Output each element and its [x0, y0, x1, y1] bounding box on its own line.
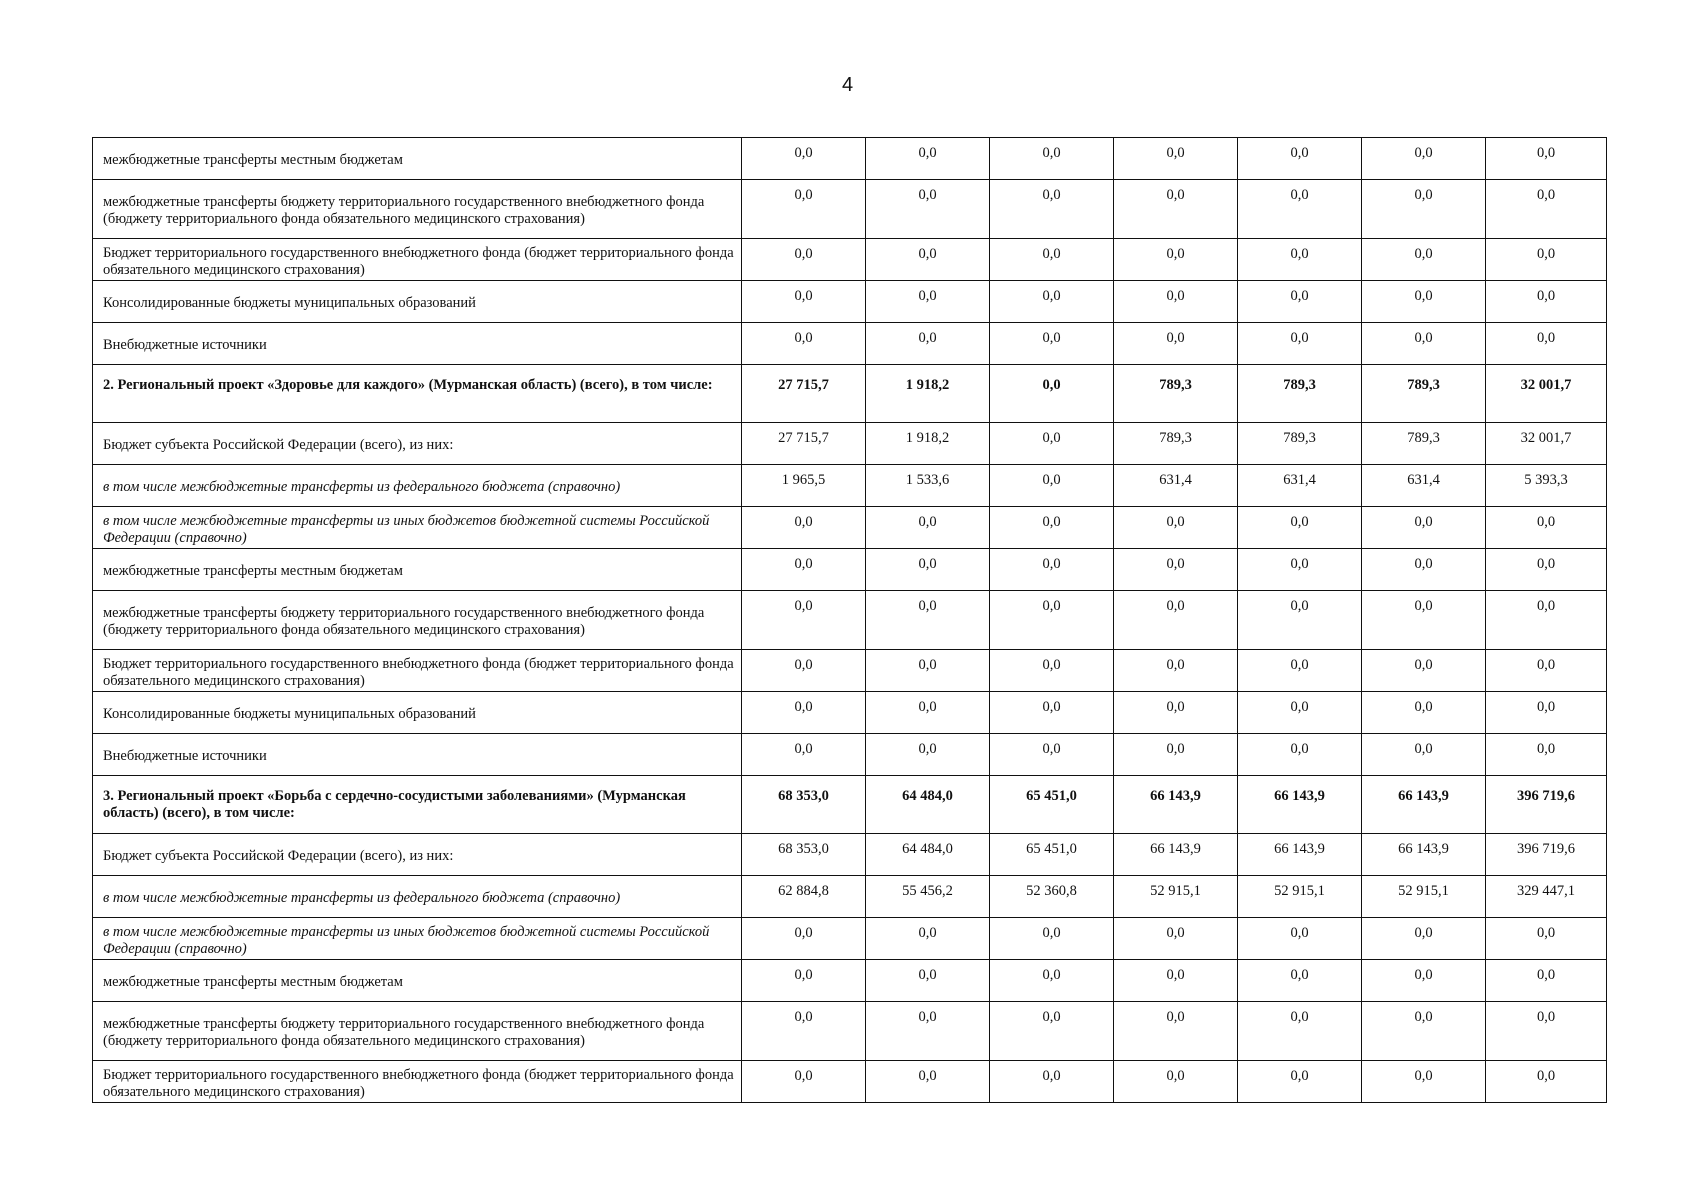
value-cell: 0,0: [1486, 281, 1607, 323]
value-cell: 0,0: [1114, 180, 1238, 239]
value-cell: 0,0: [866, 549, 990, 591]
value-cell: 0,0: [1114, 1002, 1238, 1061]
value-cell: 0,0: [1114, 692, 1238, 734]
value-cell: 789,3: [1362, 365, 1486, 423]
value-cell: 329 447,1: [1486, 876, 1607, 918]
value-cell: 32 001,7: [1486, 365, 1607, 423]
value-cell: 0,0: [866, 1002, 990, 1061]
table-row: [93, 365, 1607, 423]
value-cell: 0,0: [742, 650, 866, 692]
value-cell: 0,0: [1114, 239, 1238, 281]
value-cell: 0,0: [990, 918, 1114, 960]
value-cell: 0,0: [1486, 138, 1607, 180]
value-cell: 0,0: [1486, 323, 1607, 365]
value-cell: 0,0: [742, 1061, 866, 1103]
table-row: [93, 465, 1607, 507]
value-cell: 0,0: [990, 1002, 1114, 1061]
table-row: [93, 591, 1607, 650]
value-cell: 0,0: [1114, 549, 1238, 591]
value-cell: 68 353,0: [742, 834, 866, 876]
value-cell: 0,0: [1238, 734, 1362, 776]
value-cell: 68 353,0: [742, 776, 866, 834]
value-cell: 32 001,7: [1486, 423, 1607, 465]
value-cell: 0,0: [742, 591, 866, 650]
value-cell: 0,0: [1362, 549, 1486, 591]
table-row: [93, 876, 1607, 918]
value-cell: 0,0: [1114, 734, 1238, 776]
value-cell: 0,0: [990, 591, 1114, 650]
row-label: Бюджет территориального государственного внебюджетного фонда (бюджет территориального фонда обязательного медицинского страхования): [93, 650, 742, 692]
value-cell: 0,0: [742, 692, 866, 734]
value-cell: 0,0: [1114, 507, 1238, 549]
value-cell: 0,0: [1486, 692, 1607, 734]
value-cell: 64 484,0: [866, 776, 990, 834]
row-label: межбюджетные трансферты бюджету территориального государственного внебюджетного фонда (бюджету территориального фонда обязательного медицинского страхования): [93, 591, 742, 650]
value-cell: 52 360,8: [990, 876, 1114, 918]
value-cell: 0,0: [742, 549, 866, 591]
value-cell: 0,0: [1486, 1061, 1607, 1103]
row-label: межбюджетные трансферты бюджету территориального государственного внебюджетного фонда (бюджету территориального фонда обязательного медицинского страхования): [93, 1002, 742, 1061]
row-label: Бюджет субъекта Российской Федерации (всего), из них:: [93, 834, 742, 876]
value-cell: 0,0: [742, 918, 866, 960]
row-label: Консолидированные бюджеты муниципальных образований: [93, 692, 742, 734]
value-cell: 0,0: [1362, 692, 1486, 734]
value-cell: 0,0: [866, 692, 990, 734]
value-cell: 1 533,6: [866, 465, 990, 507]
table-row: [93, 281, 1607, 323]
value-cell: 0,0: [866, 650, 990, 692]
table-row: [93, 180, 1607, 239]
value-cell: 0,0: [1362, 591, 1486, 650]
value-cell: 0,0: [1238, 507, 1362, 549]
value-cell: 0,0: [990, 650, 1114, 692]
value-cell: 0,0: [1362, 960, 1486, 1002]
value-cell: 65 451,0: [990, 834, 1114, 876]
table-row: [93, 1002, 1607, 1061]
value-cell: 0,0: [866, 918, 990, 960]
value-cell: 789,3: [1362, 423, 1486, 465]
value-cell: 0,0: [866, 239, 990, 281]
value-cell: 52 915,1: [1238, 876, 1362, 918]
value-cell: 0,0: [1362, 507, 1486, 549]
value-cell: 0,0: [1114, 650, 1238, 692]
value-cell: 0,0: [990, 692, 1114, 734]
value-cell: 396 719,6: [1486, 834, 1607, 876]
value-cell: 0,0: [1362, 239, 1486, 281]
value-cell: 0,0: [866, 180, 990, 239]
value-cell: 0,0: [1238, 138, 1362, 180]
value-cell: 0,0: [1362, 1002, 1486, 1061]
value-cell: 0,0: [1238, 591, 1362, 650]
value-cell: 0,0: [1486, 180, 1607, 239]
row-label: 3. Региональный проект «Борьба с сердечно-сосудистыми заболеваниями» (Мурманская область) (всего), в том числе:: [93, 776, 742, 834]
table-row: [93, 960, 1607, 1002]
value-cell: 0,0: [1114, 918, 1238, 960]
value-cell: 0,0: [742, 138, 866, 180]
table-row: [93, 1061, 1607, 1103]
value-cell: 0,0: [1238, 239, 1362, 281]
value-cell: 1 918,2: [866, 365, 990, 423]
row-label: в том числе межбюджетные трансферты из иных бюджетов бюджетной системы Российской Федерации (справочно): [93, 918, 742, 960]
value-cell: 0,0: [742, 507, 866, 549]
page-number: 4: [841, 74, 854, 96]
value-cell: 631,4: [1238, 465, 1362, 507]
row-label: Внебюджетные источники: [93, 734, 742, 776]
value-cell: 0,0: [990, 1061, 1114, 1103]
value-cell: 0,0: [866, 138, 990, 180]
row-label: межбюджетные трансферты местным бюджетам: [93, 138, 742, 180]
value-cell: 0,0: [1114, 1061, 1238, 1103]
row-label: в том числе межбюджетные трансферты из федерального бюджета (справочно): [93, 465, 742, 507]
row-label: в том числе межбюджетные трансферты из федерального бюджета (справочно): [93, 876, 742, 918]
table-row: [93, 323, 1607, 365]
value-cell: 52 915,1: [1362, 876, 1486, 918]
value-cell: 66 143,9: [1238, 834, 1362, 876]
row-label: Бюджет территориального государственного внебюджетного фонда (бюджет территориального фонда обязательного медицинского страхования): [93, 239, 742, 281]
value-cell: 0,0: [1362, 734, 1486, 776]
value-cell: 789,3: [1238, 365, 1362, 423]
value-cell: 52 915,1: [1114, 876, 1238, 918]
value-cell: 0,0: [742, 281, 866, 323]
value-cell: 5 393,3: [1486, 465, 1607, 507]
budget-table: [92, 137, 1607, 1103]
value-cell: 0,0: [866, 1061, 990, 1103]
value-cell: 0,0: [990, 423, 1114, 465]
value-cell: 0,0: [1238, 549, 1362, 591]
value-cell: 0,0: [1362, 138, 1486, 180]
value-cell: 789,3: [1238, 423, 1362, 465]
value-cell: 0,0: [742, 1002, 866, 1061]
row-label: межбюджетные трансферты бюджету территориального государственного внебюджетного фонда (бюджету территориального фонда обязательного медицинского страхования): [93, 180, 742, 239]
value-cell: 0,0: [1486, 650, 1607, 692]
value-cell: 0,0: [742, 239, 866, 281]
value-cell: 66 143,9: [1362, 834, 1486, 876]
value-cell: 0,0: [866, 323, 990, 365]
value-cell: 0,0: [1238, 692, 1362, 734]
row-label: в том числе межбюджетные трансферты из иных бюджетов бюджетной системы Российской Федерации (справочно): [93, 507, 742, 549]
value-cell: 0,0: [990, 323, 1114, 365]
value-cell: 0,0: [990, 465, 1114, 507]
value-cell: 0,0: [866, 591, 990, 650]
value-cell: 27 715,7: [742, 365, 866, 423]
value-cell: 66 143,9: [1114, 834, 1238, 876]
value-cell: 0,0: [1238, 281, 1362, 323]
value-cell: 0,0: [1486, 1002, 1607, 1061]
value-cell: 65 451,0: [990, 776, 1114, 834]
value-cell: 27 715,7: [742, 423, 866, 465]
value-cell: 0,0: [866, 734, 990, 776]
value-cell: 0,0: [866, 281, 990, 323]
row-label: Бюджет территориального государственного внебюджетного фонда (бюджет территориального фонда обязательного медицинского страхования): [93, 1061, 742, 1103]
value-cell: 0,0: [990, 734, 1114, 776]
value-cell: 0,0: [1362, 180, 1486, 239]
value-cell: 631,4: [1362, 465, 1486, 507]
value-cell: 0,0: [990, 507, 1114, 549]
value-cell: 0,0: [866, 507, 990, 549]
row-label: межбюджетные трансферты местным бюджетам: [93, 549, 742, 591]
value-cell: 0,0: [1486, 960, 1607, 1002]
budget-table-body: [93, 138, 1607, 1103]
value-cell: 0,0: [1486, 507, 1607, 549]
row-label: Консолидированные бюджеты муниципальных образований: [93, 281, 742, 323]
table-row: [93, 239, 1607, 281]
value-cell: 0,0: [1362, 1061, 1486, 1103]
value-cell: 0,0: [1114, 281, 1238, 323]
value-cell: 0,0: [990, 281, 1114, 323]
value-cell: 66 143,9: [1114, 776, 1238, 834]
value-cell: 64 484,0: [866, 834, 990, 876]
value-cell: 1 918,2: [866, 423, 990, 465]
value-cell: 0,0: [1486, 549, 1607, 591]
row-label: межбюджетные трансферты местным бюджетам: [93, 960, 742, 1002]
value-cell: 0,0: [1238, 1002, 1362, 1061]
table-row: [93, 734, 1607, 776]
value-cell: 0,0: [742, 323, 866, 365]
value-cell: 0,0: [990, 180, 1114, 239]
value-cell: 66 143,9: [1238, 776, 1362, 834]
table-row: [93, 138, 1607, 180]
row-label: Бюджет субъекта Российской Федерации (всего), из них:: [93, 423, 742, 465]
value-cell: 55 456,2: [866, 876, 990, 918]
value-cell: 0,0: [1238, 960, 1362, 1002]
value-cell: 0,0: [1362, 323, 1486, 365]
value-cell: 0,0: [1486, 918, 1607, 960]
value-cell: 789,3: [1114, 423, 1238, 465]
table-row: [93, 776, 1607, 834]
value-cell: 1 965,5: [742, 465, 866, 507]
value-cell: 0,0: [1238, 1061, 1362, 1103]
value-cell: 0,0: [1486, 239, 1607, 281]
value-cell: 396 719,6: [1486, 776, 1607, 834]
row-label: Внебюджетные источники: [93, 323, 742, 365]
value-cell: 0,0: [990, 138, 1114, 180]
row-label: 2. Региональный проект «Здоровье для каждого» (Мурманская область) (всего), в том числе:: [93, 365, 742, 423]
value-cell: 0,0: [1114, 138, 1238, 180]
value-cell: 0,0: [1238, 323, 1362, 365]
value-cell: 62 884,8: [742, 876, 866, 918]
value-cell: 66 143,9: [1362, 776, 1486, 834]
value-cell: 0,0: [1238, 180, 1362, 239]
table-row: [93, 650, 1607, 692]
table-row: [93, 692, 1607, 734]
value-cell: 0,0: [742, 180, 866, 239]
value-cell: 0,0: [742, 734, 866, 776]
value-cell: 0,0: [1114, 960, 1238, 1002]
value-cell: 0,0: [990, 549, 1114, 591]
table-row: [93, 423, 1607, 465]
value-cell: 0,0: [1238, 918, 1362, 960]
value-cell: 0,0: [1114, 591, 1238, 650]
value-cell: 0,0: [990, 239, 1114, 281]
value-cell: 0,0: [742, 960, 866, 1002]
value-cell: 0,0: [866, 960, 990, 1002]
table-row: [93, 507, 1607, 549]
table-row: [93, 549, 1607, 591]
value-cell: 789,3: [1114, 365, 1238, 423]
value-cell: 0,0: [1486, 591, 1607, 650]
value-cell: 0,0: [1114, 323, 1238, 365]
value-cell: 631,4: [1114, 465, 1238, 507]
value-cell: 0,0: [990, 365, 1114, 423]
value-cell: 0,0: [990, 960, 1114, 1002]
table-row: [93, 918, 1607, 960]
value-cell: 0,0: [1362, 281, 1486, 323]
value-cell: 0,0: [1486, 734, 1607, 776]
value-cell: 0,0: [1362, 650, 1486, 692]
value-cell: 0,0: [1238, 650, 1362, 692]
table-row: [93, 834, 1607, 876]
value-cell: 0,0: [1362, 918, 1486, 960]
